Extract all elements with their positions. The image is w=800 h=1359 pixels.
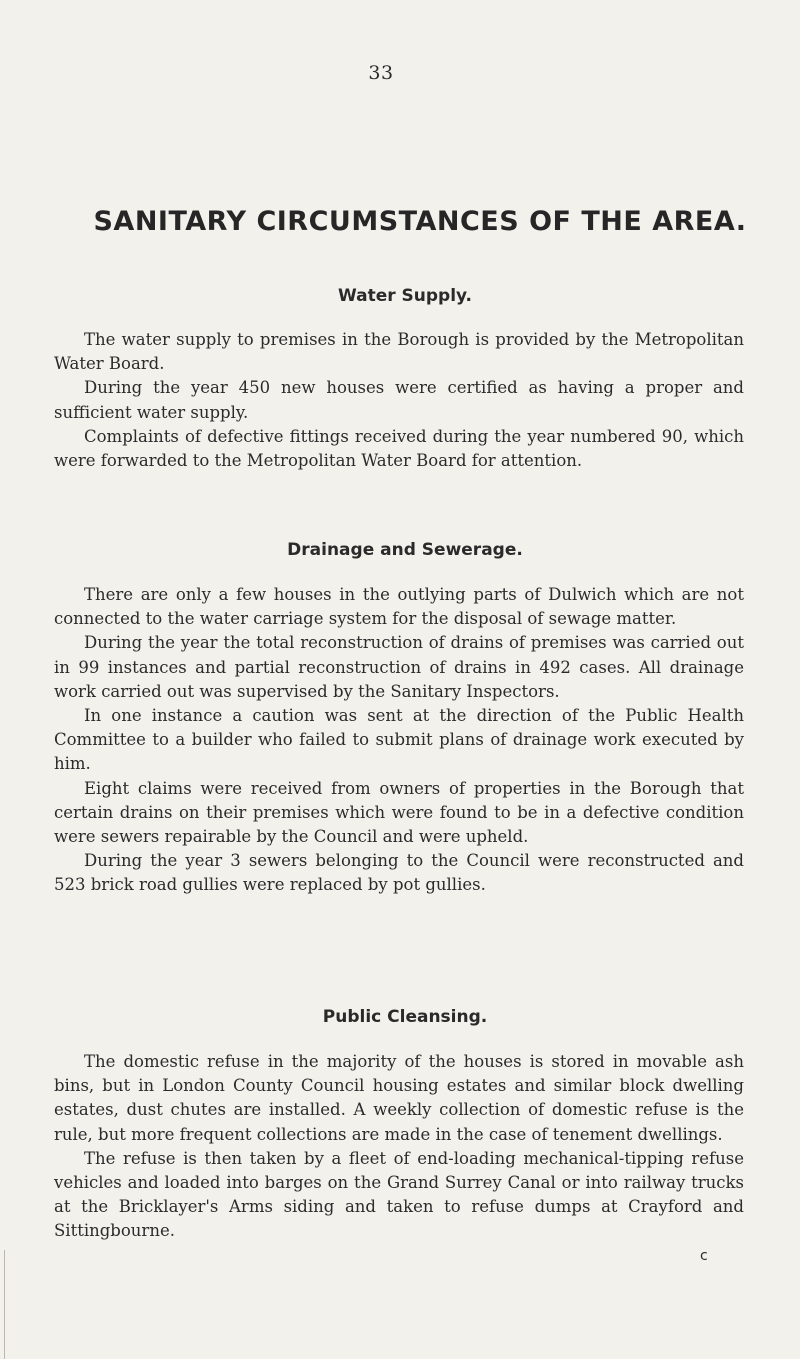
paragraph: The water supply to premises in the Borough is provided by the Metropolitan Water Board. — [54, 330, 744, 374]
signature-mark: c — [700, 1248, 708, 1264]
paragraph: Complaints of defective fittings received during the year numbered 90, which were forwarded to the Metropolitan Water Board for attention. — [54, 426, 744, 471]
section-heading-drainage-sewerage: Drainage and Sewerage. — [287, 540, 523, 560]
section-body-water-supply — [54, 328, 744, 473]
paragraph: Eight claims were received from owners of properties in the Borough that certain drains on their premises which were found to be in a defective condition were sewers repairable by the Council and were upheld. — [54, 778, 744, 847]
paragraph: There are only a few houses in the outlying parts of Dulwich which are not connected to the water carriage system for the disposal of sewage matter. — [54, 585, 744, 629]
paragraph: The refuse is then taken by a fleet of end-loading mechanical-tipping refuse vehicles and loaded into barges on the Grand Surrey Canal or into railway trucks at the Bricklayer's Arms siding and taken to refuse dumps at Crayford and Sittingbourne. — [54, 1148, 744, 1241]
page-title: SANITARY CIRCUMSTANCES OF THE AREA. — [93, 206, 747, 237]
paragraph: In one instance a caution was sent at the direction of the Public Health Committee to a builder who failed to submit plans of drainage work executed by him. — [54, 706, 744, 774]
paragraph: During the year 3 sewers belonging to the Council were reconstructed and 523 brick road gullies were replaced by pot gullies. — [54, 851, 744, 895]
section-body-public-cleansing — [54, 1050, 744, 1244]
section-heading-public-cleansing: Public Cleansing. — [322, 1007, 488, 1027]
section-body-drainage-sewerage — [54, 583, 744, 898]
paragraph: During the year 450 new houses were certified as having a proper and sufficient water supply. — [54, 378, 744, 422]
page-edge-line — [4, 1250, 5, 1359]
section-heading-water-supply: Water Supply. — [337, 286, 473, 306]
paragraph: The domestic refuse in the majority of the houses is stored in movable ash bins, but in London County Council housing estates and similar block dwelling estates, dust chutes are installed. A weekly collection of domestic refuse is the rule, but more frequent collections are made in the case of tenement dwellings. — [54, 1052, 744, 1144]
paragraph: During the year the total reconstruction of drains of premises was carried out in 99 instances and partial reconstruction of drains in 492 cases. All drainage work carried out was supervised by the Sanitary Inspectors. — [54, 633, 744, 701]
page-number: 33 — [368, 62, 394, 84]
